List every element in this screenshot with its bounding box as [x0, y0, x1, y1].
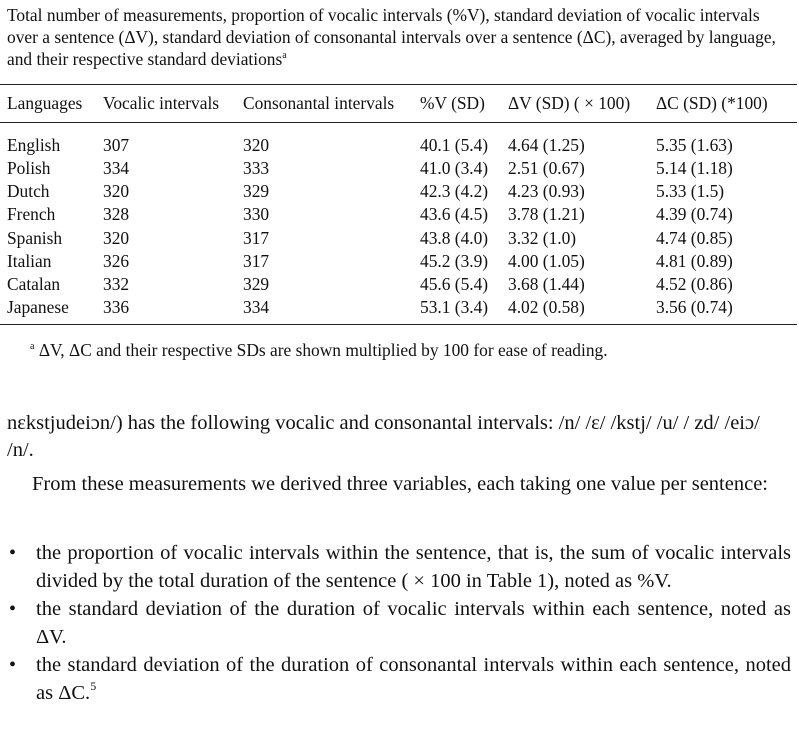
cell-language: Polish	[7, 158, 51, 178]
bullet-list	[7, 540, 791, 708]
cell-vocalic: 307	[103, 135, 130, 155]
cell-delta-c: 4.74 (0.85)	[656, 228, 733, 248]
cell-consonantal: 317	[243, 228, 270, 248]
cell-vocalic: 332	[103, 274, 130, 294]
cell-language: Japanese	[7, 297, 69, 317]
list-item-text: the proportion of vocalic intervals within the sentence, that is, the sum of vocalic intervals divided by the total duration of the sentence ( × 100 in Table 1), noted as %V.	[36, 542, 791, 592]
cell-language: Italian	[7, 251, 52, 271]
cell-delta-v: 3.68 (1.44)	[508, 274, 585, 294]
cell-percent-v: 40.1 (5.4)	[420, 135, 489, 155]
caption-footnote-marker: a	[282, 50, 287, 61]
cell-delta-c: 5.35 (1.63)	[656, 135, 733, 155]
body-paragraph-2: From these measurements we derived three variables, each taking one value per sentence:	[32, 473, 768, 495]
cell-vocalic: 320	[103, 228, 130, 248]
cell-vocalic: 328	[103, 204, 130, 224]
header-vocalic-intervals: Vocalic intervals	[103, 93, 220, 113]
footnote-marker: a	[30, 341, 35, 352]
cell-delta-v: 4.02 (0.58)	[508, 297, 585, 317]
cell-delta-c: 4.81 (0.89)	[656, 251, 733, 271]
cell-delta-c: 5.14 (1.18)	[656, 158, 733, 178]
cell-percent-v: 43.8 (4.0)	[420, 228, 489, 248]
table-bottom-rule	[0, 324, 797, 325]
footnote-text: ΔV, ΔC and their respective SDs are shown multiplied by 100 for ease of reading.	[38, 340, 608, 360]
bullet-icon: •	[9, 542, 17, 564]
header-delta-v: ΔV (SD) ( × 100)	[508, 93, 631, 113]
cell-language: Dutch	[7, 181, 50, 201]
cell-language: English	[7, 135, 61, 155]
cell-delta-c: 4.39 (0.74)	[656, 204, 733, 224]
table-footnote	[30, 339, 608, 361]
cell-consonantal: 329	[243, 181, 270, 201]
list-item-text: the standard deviation of the duration of vocalic intervals within each sentence, noted as ΔV.	[36, 598, 791, 648]
list-item	[7, 596, 791, 651]
cell-language: Spanish	[7, 228, 63, 248]
cell-percent-v: 45.6 (5.4)	[420, 274, 489, 294]
cell-delta-v: 4.23 (0.93)	[508, 181, 585, 201]
cell-delta-v: 2.51 (0.67)	[508, 158, 585, 178]
body-paragraph-1: nɛkstjudeiɔn/) has the following vocalic and consonantal intervals: /n/ /ɛ/ /kstj/ /u/ / zd/ /eiɔ/ /n/.	[7, 412, 760, 461]
bullet-icon: •	[9, 598, 17, 620]
header-languages: Languages	[7, 93, 83, 113]
table-top-rule	[0, 84, 797, 85]
caption-text: Total number of measurements, proportion of vocalic intervals (%V), standard deviation of vocalic intervals over a sentence (ΔV), standard deviation of consonantal intervals over a sentence (ΔC), averaged by language, and their respective standard deviations	[7, 5, 776, 69]
cell-percent-v: 53.1 (3.4)	[420, 297, 489, 317]
cell-language: Catalan	[7, 274, 61, 294]
table-caption	[7, 4, 792, 70]
list-item	[7, 540, 791, 595]
cell-vocalic: 326	[103, 251, 130, 271]
header-percent-v: %V (SD)	[420, 93, 485, 113]
cell-delta-c: 3.56 (0.74)	[656, 297, 733, 317]
cell-consonantal: 334	[243, 297, 270, 317]
cell-delta-v: 3.32 (1.0)	[508, 228, 577, 248]
cell-consonantal: 330	[243, 204, 270, 224]
header-delta-c: ΔC (SD) (*100)	[656, 93, 768, 113]
cell-vocalic: 334	[103, 158, 130, 178]
cell-percent-v: 43.6 (4.5)	[420, 204, 489, 224]
cell-delta-v: 4.00 (1.05)	[508, 251, 585, 271]
cell-percent-v: 42.3 (4.2)	[420, 181, 489, 201]
cell-delta-v: 3.78 (1.21)	[508, 204, 585, 224]
cell-delta-v: 4.64 (1.25)	[508, 135, 585, 155]
bullet-icon: •	[9, 654, 17, 676]
list-item	[7, 652, 791, 707]
table-header-rule	[0, 122, 797, 123]
cell-percent-v: 45.2 (3.9)	[420, 251, 489, 271]
footnote-ref[interactable]: 5	[90, 678, 97, 693]
cell-consonantal: 320	[243, 135, 270, 155]
header-consonantal-intervals: Consonantal intervals	[243, 93, 395, 113]
list-item-text: the standard deviation of the duration of consonantal intervals within each sentence, noted as ΔC.	[36, 654, 791, 704]
cell-delta-c: 4.52 (0.86)	[656, 274, 733, 294]
cell-percent-v: 41.0 (3.4)	[420, 158, 489, 178]
cell-vocalic: 336	[103, 297, 130, 317]
cell-consonantal: 329	[243, 274, 270, 294]
cell-language: French	[7, 204, 56, 224]
cell-vocalic: 320	[103, 181, 130, 201]
cell-consonantal: 317	[243, 251, 270, 271]
cell-delta-c: 5.33 (1.5)	[656, 181, 725, 201]
cell-consonantal: 333	[243, 158, 270, 178]
